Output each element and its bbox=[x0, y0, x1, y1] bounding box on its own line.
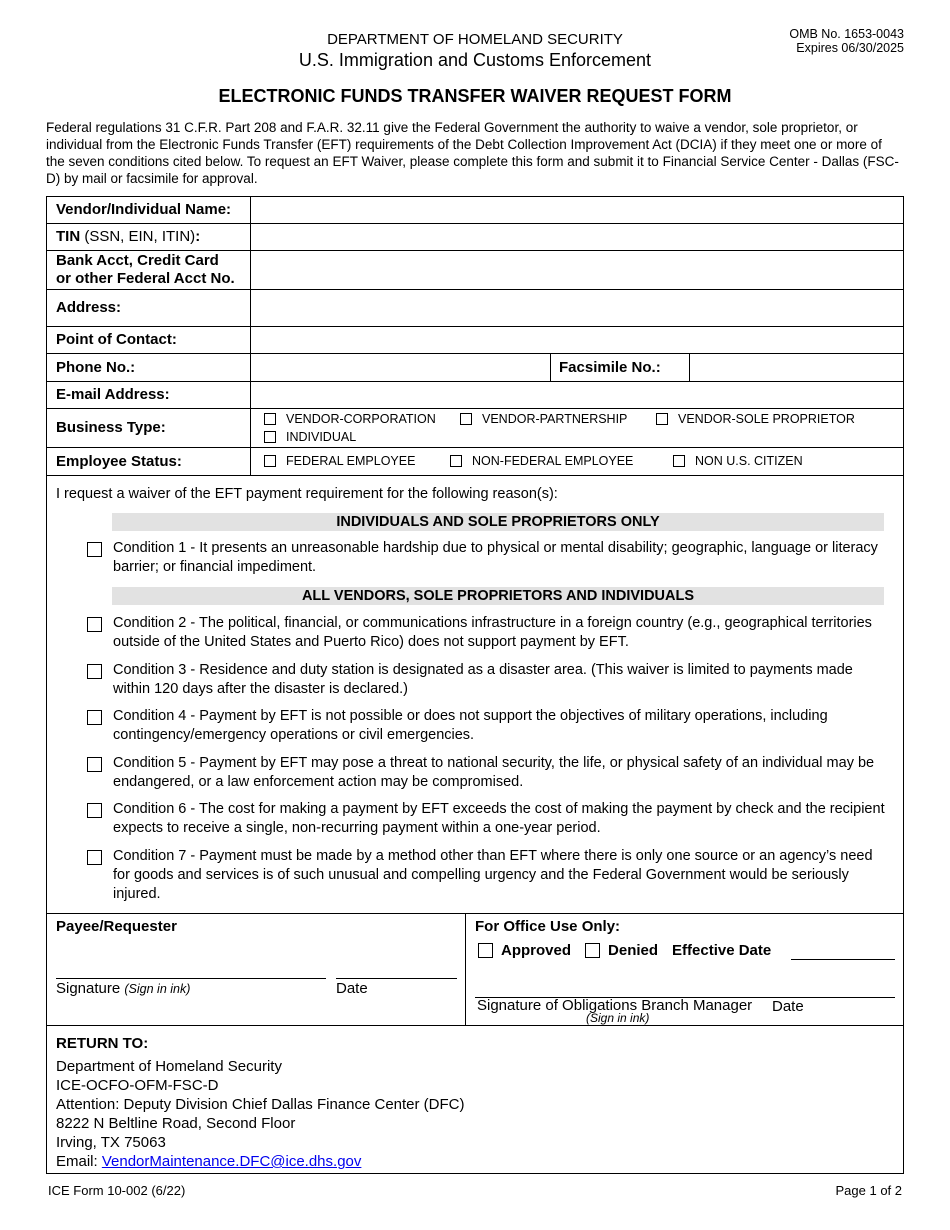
checkbox[interactable] bbox=[450, 455, 462, 467]
payee-signature-label bbox=[56, 980, 190, 997]
phone-label: Phone No.: bbox=[47, 354, 251, 381]
bank-account-input[interactable] bbox=[252, 251, 903, 289]
address-label: Address: bbox=[47, 290, 251, 326]
business-type-options bbox=[252, 409, 903, 447]
approved-label: Approved bbox=[501, 942, 572, 959]
vendor-name-input[interactable] bbox=[252, 197, 903, 223]
office-decision-line bbox=[478, 942, 771, 959]
page-number: Page 1 of 2 bbox=[835, 1183, 902, 1198]
condition-5-text: Condition 5 - Payment by EFT may pose a threat to national security, the life, or physical safety of an individual may be endangered, or a law enforcement action may be compromised. bbox=[113, 755, 875, 790]
condition-5-checkbox[interactable] bbox=[87, 757, 102, 772]
tin-label-colon: : bbox=[195, 228, 201, 245]
option-label: FEDERAL EMPLOYEE bbox=[286, 454, 416, 468]
form-id: ICE Form 10-002 (6/22) bbox=[48, 1183, 186, 1198]
employee-status-row bbox=[47, 448, 903, 476]
employee-option-non-federal[interactable] bbox=[450, 454, 633, 468]
tin-label-detail: (SSN, EIN, ITIN) bbox=[80, 228, 196, 245]
agency-name: U.S. Immigration and Customs Enforcement bbox=[298, 50, 652, 70]
return-line: 8222 N Beltline Road, Second Floor bbox=[56, 1115, 296, 1132]
return-email-line bbox=[56, 1152, 465, 1171]
condition-6-text: Condition 6 - The cost for making a payment by EFT exceeds the cost of making the payment by check and the recipient expects to receive a single, non-recurring payment within a one-year period. bbox=[113, 801, 885, 836]
address-row bbox=[47, 290, 903, 327]
payee-signature-line[interactable] bbox=[56, 978, 326, 979]
phone-input[interactable] bbox=[252, 354, 550, 381]
fax-label: Facsimile No.: bbox=[550, 354, 690, 381]
manager-date-label: Date bbox=[772, 998, 804, 1015]
business-option-individual[interactable] bbox=[264, 430, 356, 444]
email-label-text: Email: bbox=[56, 1153, 102, 1170]
phone-field[interactable] bbox=[252, 354, 550, 381]
contact-input[interactable] bbox=[252, 327, 903, 353]
signature-section bbox=[47, 913, 903, 1026]
payee-heading: Payee/Requester bbox=[56, 918, 177, 935]
omb-expiration: Expires 06/30/2025 bbox=[796, 41, 904, 55]
tin-field[interactable] bbox=[252, 224, 903, 250]
form-frame bbox=[46, 196, 904, 1174]
checkbox[interactable] bbox=[264, 431, 276, 443]
checkbox[interactable] bbox=[673, 455, 685, 467]
vendor-name-row bbox=[47, 197, 903, 224]
condition-2-text: Condition 2 - The political, financial, or communications infrastructure in a foreign country (e.g., geographical territories outside of the United States and Puerto Rico) does not support payment by EFT. bbox=[113, 615, 872, 650]
omb-number: OMB No. 1653-0043 bbox=[789, 27, 904, 41]
option-label: NON U.S. CITIZEN bbox=[695, 454, 803, 468]
business-option-corporation[interactable] bbox=[264, 412, 436, 426]
vendor-name-field[interactable] bbox=[252, 197, 903, 223]
condition-6-checkbox[interactable] bbox=[87, 803, 102, 818]
section-band-individuals: INDIVIDUALS AND SOLE PROPRIETORS ONLY bbox=[112, 513, 884, 531]
payee-date-line[interactable] bbox=[336, 978, 457, 979]
payee-block bbox=[47, 914, 466, 1025]
employee-status-options bbox=[252, 448, 903, 475]
employee-option-federal[interactable] bbox=[264, 454, 415, 468]
condition-3-checkbox[interactable] bbox=[87, 664, 102, 679]
condition-1-text: Condition 1 - It presents an unreasonable hardship due to physical or mental disability; geographic, language or literacy barrier; or financial impediment. bbox=[113, 540, 878, 575]
employee-status-label: Employee Status: bbox=[47, 448, 251, 475]
checkbox[interactable] bbox=[264, 455, 276, 467]
denied-label: Denied bbox=[608, 942, 659, 959]
email-field[interactable] bbox=[252, 382, 903, 408]
condition-4-checkbox[interactable] bbox=[87, 710, 102, 725]
business-option-sole-proprietor[interactable] bbox=[656, 412, 855, 426]
bank-account-label-line1: Bank Acct, Credit Card bbox=[56, 252, 219, 269]
sign-in-ink-note: (Sign in ink) bbox=[124, 982, 191, 996]
denied-checkbox[interactable] bbox=[585, 943, 600, 958]
email-label: E-mail Address: bbox=[47, 382, 251, 408]
checkbox[interactable] bbox=[264, 413, 276, 425]
return-line: Department of Homeland Security bbox=[56, 1058, 282, 1075]
condition-7-text: Condition 7 - Payment must be made by a method other than EFT where there is only one source or an agency’s need for goods and services is of such unusual and compelling urgency and the Federal Government would be seriously injured. bbox=[113, 848, 873, 902]
contact-label: Point of Contact: bbox=[47, 327, 251, 353]
email-input[interactable] bbox=[252, 382, 903, 408]
bank-account-row bbox=[47, 251, 903, 290]
business-type-label: Business Type: bbox=[47, 409, 251, 447]
department-name: DEPARTMENT OF HOMELAND SECURITY bbox=[327, 31, 623, 48]
condition-4-text: Condition 4 - Payment by EFT is not possible or does not support the objectives of military operations, including contingency/emergency operations or civil emergencies. bbox=[113, 708, 828, 743]
email-row bbox=[47, 382, 903, 409]
condition-7-checkbox[interactable] bbox=[87, 850, 102, 865]
checkbox[interactable] bbox=[460, 413, 472, 425]
tin-label-bold: TIN bbox=[56, 228, 81, 245]
business-option-partnership[interactable] bbox=[460, 412, 627, 426]
checkbox[interactable] bbox=[656, 413, 668, 425]
intro-paragraph: Federal regulations 31 C.F.R. Part 208 and F.A.R. 32.11 give the Federal Government the authority to waive a vendor, sole proprietor, or individual from the Electronic Funds Transfer (EFT) requirements of the Debt Collection Improvement Act (DCIA) if they meet one or more of the seven conditions cited below. To request an EFT Waiver, please complete this form and submit it to Financial Service Center - Dallas (FSC-D) by mail or facsimile for approval. bbox=[46, 120, 899, 186]
address-input[interactable] bbox=[252, 290, 903, 326]
condition-1-checkbox[interactable] bbox=[87, 542, 102, 557]
bank-account-field[interactable] bbox=[252, 251, 903, 289]
return-line: ICE-OCFO-OFM-FSC-D bbox=[56, 1077, 219, 1094]
return-heading: RETURN TO: bbox=[56, 1035, 149, 1052]
business-type-row bbox=[47, 409, 903, 448]
manager-ink-note: (Sign in ink) bbox=[586, 1011, 650, 1025]
contact-field[interactable] bbox=[252, 327, 903, 353]
option-label: VENDOR-PARTNERSHIP bbox=[482, 412, 628, 426]
fax-input[interactable] bbox=[681, 354, 903, 381]
effective-date-line[interactable] bbox=[791, 959, 895, 960]
form-title: ELECTRONIC FUNDS TRANSFER WAIVER REQUEST FORM bbox=[218, 86, 732, 106]
condition-2-checkbox[interactable] bbox=[87, 617, 102, 632]
fax-field[interactable] bbox=[681, 354, 903, 381]
vendor-name-label: Vendor/Individual Name: bbox=[47, 197, 251, 223]
office-use-heading: For Office Use Only: bbox=[475, 918, 621, 935]
effective-date-label: Effective Date bbox=[672, 942, 772, 959]
tin-row bbox=[47, 224, 903, 251]
address-field[interactable] bbox=[252, 290, 903, 326]
condition-3-text: Condition 3 - Residence and duty station is designated as a disaster area. (This waiver is limited to payments made within 120 days after the disaster is declared.) bbox=[113, 662, 853, 697]
return-line: Irving, TX 75063 bbox=[56, 1134, 166, 1151]
office-use-block bbox=[466, 914, 903, 1025]
bank-account-label-line2: or other Federal Acct No. bbox=[56, 270, 235, 287]
manager-signature-label: Signature of Obligations Branch Manager bbox=[477, 997, 753, 1014]
tin-input[interactable] bbox=[252, 224, 903, 250]
option-label: VENDOR-SOLE PROPRIETOR bbox=[678, 412, 855, 426]
return-line: Attention: Deputy Division Chief Dallas Finance Center (DFC) bbox=[56, 1096, 465, 1113]
payee-date-label: Date bbox=[336, 980, 368, 997]
option-label: INDIVIDUAL bbox=[286, 430, 357, 444]
section-band-all: ALL VENDORS, SOLE PROPRIETORS AND INDIVIDUALS bbox=[112, 587, 884, 605]
bank-account-label bbox=[47, 251, 251, 289]
reasons-intro: I request a waiver of the EFT payment requirement for the following reason(s): bbox=[56, 486, 558, 502]
phone-row bbox=[47, 354, 903, 382]
option-label: NON-FEDERAL EMPLOYEE bbox=[472, 454, 634, 468]
employee-option-non-citizen[interactable] bbox=[673, 454, 803, 468]
approved-checkbox[interactable] bbox=[478, 943, 493, 958]
tin-label bbox=[47, 224, 251, 250]
return-email-link[interactable]: VendorMaintenance.DFC@ice.dhs.gov bbox=[101, 1153, 362, 1170]
option-label: VENDOR-CORPORATION bbox=[286, 412, 436, 426]
return-address bbox=[56, 1034, 465, 1171]
contact-row bbox=[47, 327, 903, 354]
signature-word: Signature bbox=[56, 980, 121, 997]
